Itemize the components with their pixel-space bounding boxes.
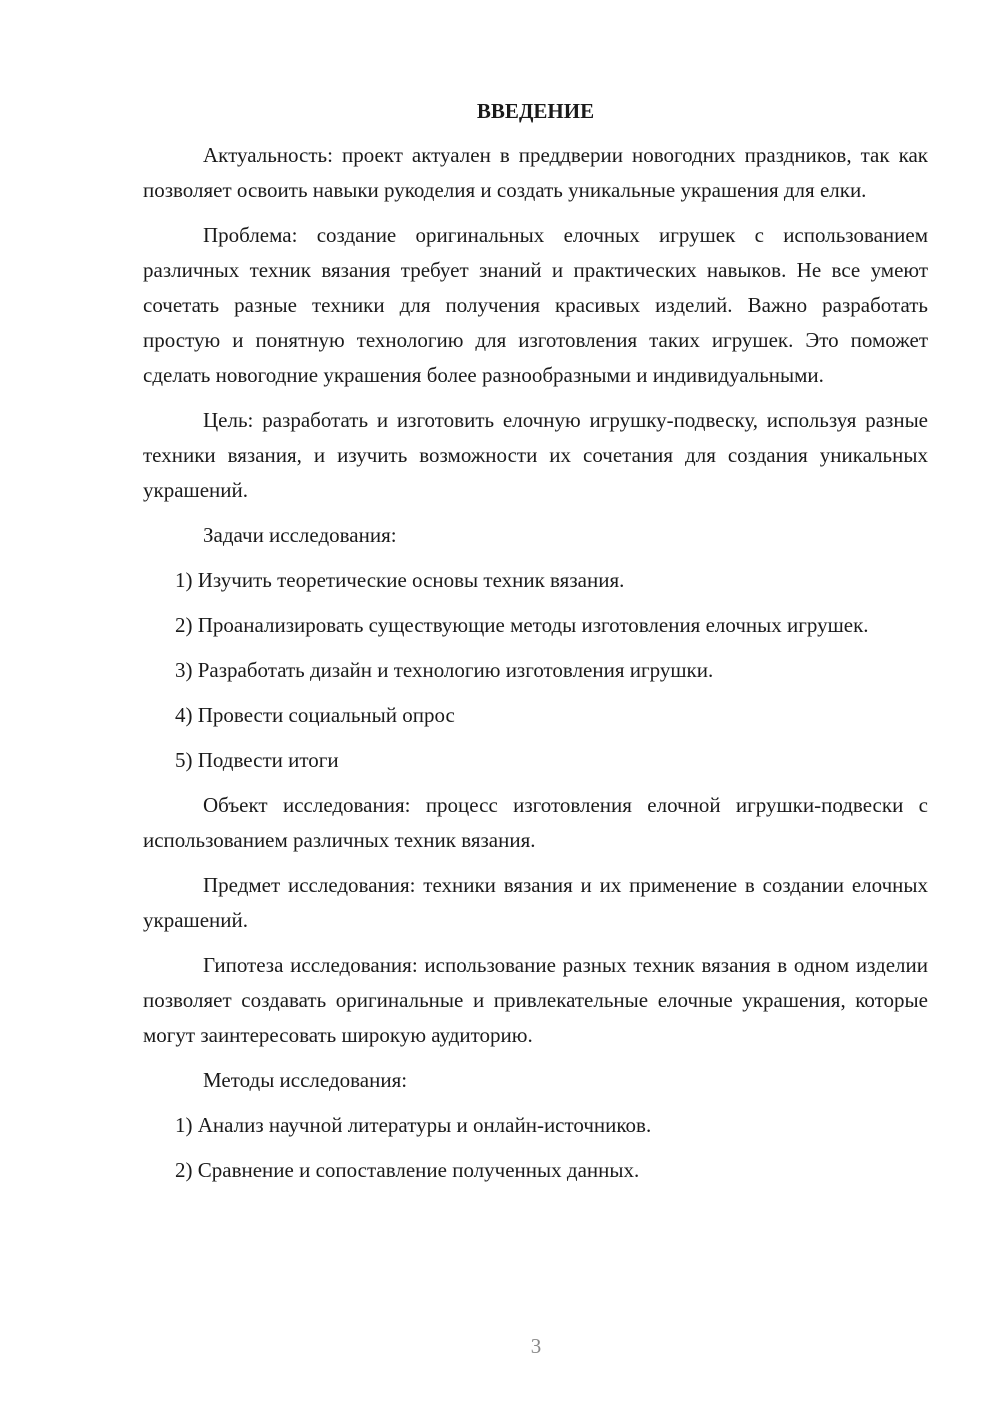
- task-item: 4) Провести социальный опрос: [175, 703, 455, 727]
- problem-paragraph: Проблема: создание оригинальных елочных игрушек с использованием различных техник вязания требует знаний и практических навыков. Не все умеют сочетать разные техники для получения красивых изделий. Важно разработать простую и понятную технологию для изготовления таких игрушек. Это поможет сделать новогодние украшения более разнообразными и индивидуальными.: [143, 223, 928, 387]
- method-item: 1) Анализ научной литературы и онлайн-источников.: [175, 1113, 652, 1137]
- subject-paragraph: Предмет исследования: техники вязания и их применение в создании елочных украшений.: [143, 873, 928, 932]
- task-item: 5) Подвести итоги: [175, 748, 339, 772]
- hypothesis-paragraph: Гипотеза исследования: использование разных техник вязания в одном изделии позволяет создавать оригинальные и привлекательные елочные украшения, которые могут заинтересовать широкую аудиторию.: [143, 953, 928, 1047]
- task-item: 1) Изучить теоретические основы техник вязания.: [175, 568, 625, 592]
- tasks-heading: Задачи исследования:: [203, 523, 397, 547]
- goal-paragraph: Цель: разработать и изготовить елочную игрушку-подвеску, используя разные техники вязания, и изучить возможности их сочетания для создания уникальных украшений.: [143, 408, 928, 502]
- method-item: 2) Сравнение и сопоставление полученных данных.: [175, 1158, 640, 1182]
- task-item: 3) Разработать дизайн и технологию изготовления игрушки.: [175, 658, 714, 682]
- relevance-paragraph: Актуальность: проект актуален в преддверии новогодних праздников, так как позволяет освоить навыки рукоделия и создать уникальные украшения для елки.: [143, 143, 928, 202]
- page-body: [143, 96, 928, 1198]
- methods-heading: Методы исследования:: [203, 1068, 408, 1092]
- object-paragraph: Объект исследования: процесс изготовления елочной игрушки-подвески с использованием различных техник вязания.: [143, 793, 928, 852]
- task-item: 2) Проанализировать существующие методы изготовления елочных игрушек.: [175, 613, 869, 637]
- section-title: ВВЕДЕНИЕ: [476, 99, 595, 123]
- page-number: 3: [530, 1334, 542, 1358]
